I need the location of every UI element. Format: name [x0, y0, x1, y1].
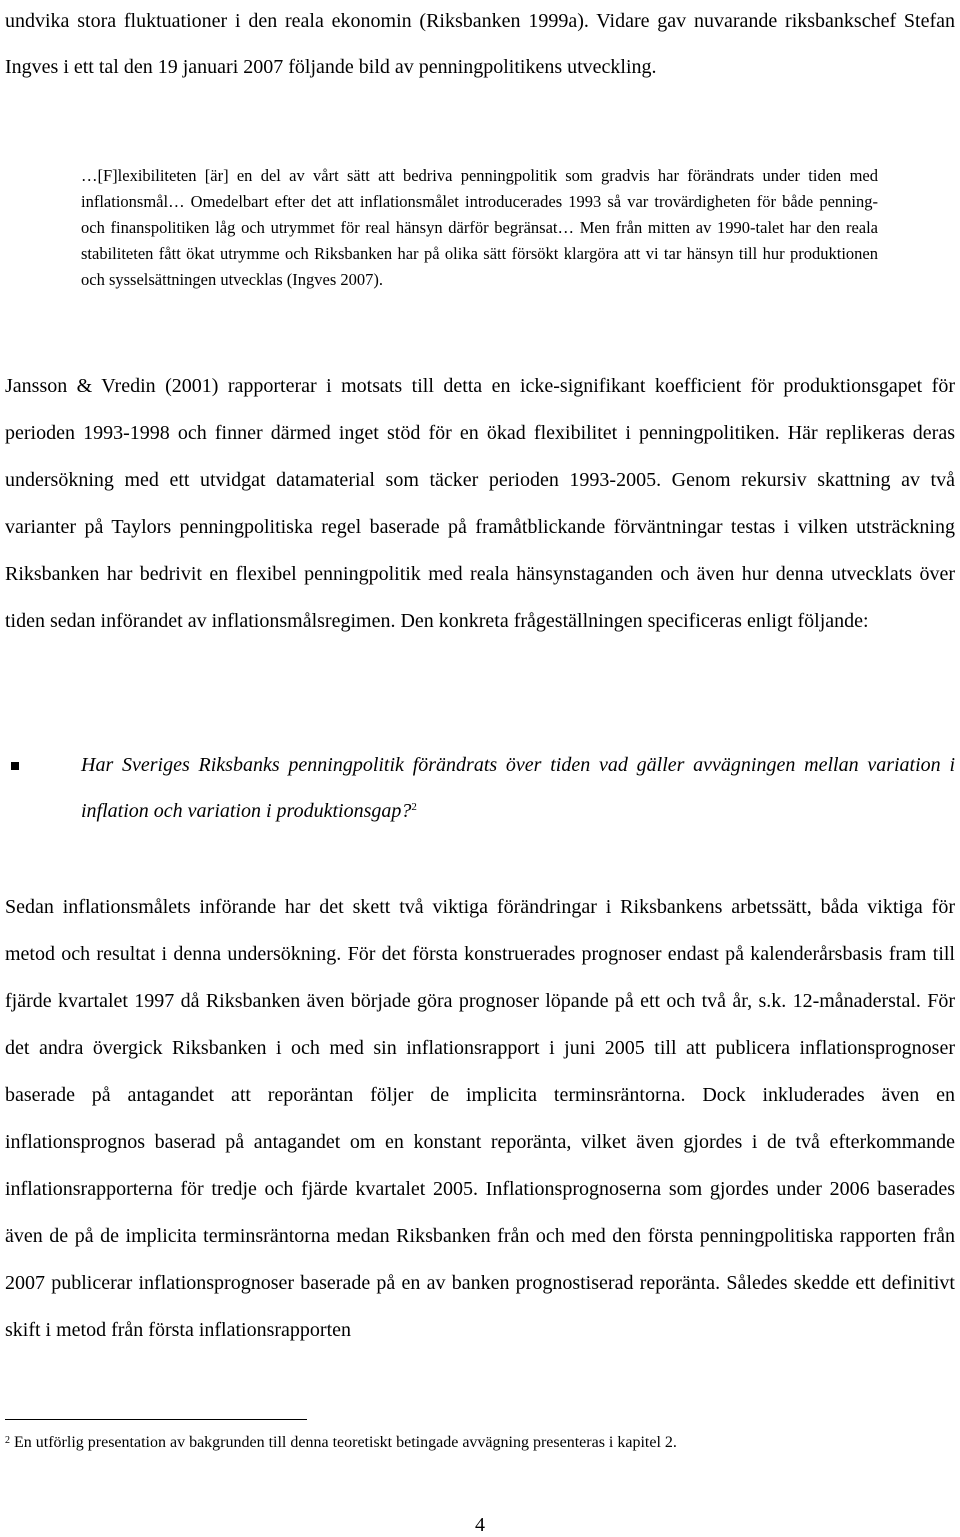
main-paragraph: Jansson & Vredin (2001) rapporterar i motsats till detta en icke-signifikant koefficient för produktionsgapet för perioden 1993-1998 och finner därmed inget stöd för en ökad flexibilitet i penningpolitiken. Här replikeras deras undersökning med ett utvidgat datamaterial som täcker perioden 1993-2005. Genom rekursiv skattning av två varianter på Taylors penningpolitiska regel baserade på framåtblickande förväntningar testas i vilken utsträckning Riksbanken har bedrivit en flexibel penningpolitik med reala hänsynstaganden och även hur denna utvecklats över tiden sedan införandet av inflationsmålsregimen. Den konkreta frågeställningen specificeras enligt följande: [5, 375, 955, 632]
page-number: 4 [475, 1514, 485, 1536]
research-question-text: Har Sveriges Riksbanks penningpolitik förändrats över tiden vad gäller avvägningen mellan variation i inflation och variation i produktionsgap? [81, 754, 955, 822]
footnote-number: 2 [5, 1435, 10, 1446]
footnote [5, 1432, 955, 1454]
research-question [81, 742, 955, 834]
square-bullet-icon [11, 762, 19, 770]
footnote-reference[interactable]: 2 [411, 801, 417, 813]
footnote-separator [5, 1419, 307, 1420]
intro-paragraph: undvika stora fluktuationer i den reala ekonomin (Riksbanken 1999a). Vidare gav nuvarande riksbankschef Stefan Ingves i ett tal den 19 januari 2007 följande bild av penningpolitikens utveckling. [5, 10, 955, 78]
second-paragraph: Sedan inflationsmålets införande har det skett två viktiga förändringar i Riksbankens arbetssätt, båda viktiga för metod och resultat i denna undersökning. För det första konstruerades prognoser endast på kalenderårsbasis fram till fjärde kvartalet 1997 då Riksbanken även började göra prognoser löpande på ett och två år, s.k. 12-månaderstal. För det andra övergick Riksbanken i och med sin inflationsrapport i juni 2005 till att publicera inflationsprognoser baserade på antagandet att reporäntan följer de implicita terminsräntorna. Dock inkluderades även en inflationsprognos baserad på antagandet om en konstant reporänta, vilket även gjordes i de två efterkommande inflationsrapporterna för tredje och fjärde kvartalet 2005. Inflationsprognoserna som gjordes under 2006 baserades även de på de implicita terminsräntorna medan Riksbanken från och med den första penningpolitiska rapporten från 2007 publicerar inflationsprognoser baserade på en av banken prognostiserad reporänta. Således skedde ett definitivt skift i metod från första inflationsrapporten [5, 896, 955, 1341]
footnote-text: En utförlig presentation av bakgrunden till denna teoretiskt betingade avvägning presenteras i kapitel 2. [14, 1434, 677, 1451]
block-quote: …[F]lexibiliteten [är] en del av vårt sätt att bedriva penningpolitik som gradvis har förändrats under tiden med inflationsmål… Omedelbart efter det att inflationsmålet introducerades 1993 så var trovärdigheten för både penning- och finanspolitiken låg och utrymmet för real hänsyn därför begränsat… Men från mitten av 1990-talet har den reala stabiliteten fått ökat utrymme och Riksbanken har på olika sätt försökt klargöra att vi tar hänsyn till hur produktionen och sysselsättningen utvecklas (Ingves 2007). [81, 166, 878, 289]
